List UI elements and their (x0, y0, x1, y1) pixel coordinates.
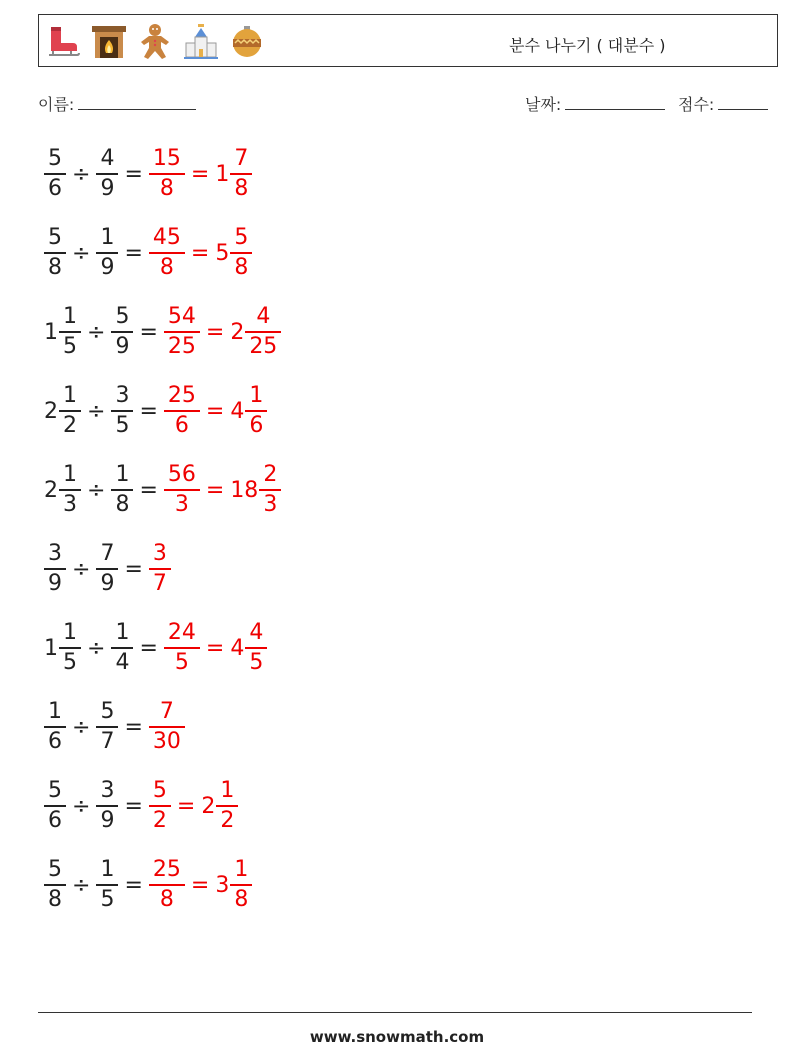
problem-row (44, 853, 252, 917)
mixed-result-denominator: 8 (230, 884, 252, 911)
answer-equals-sign: = (190, 161, 210, 187)
mixed-result-numerator: 1 (220, 778, 235, 803)
divide-sign: ÷ (87, 635, 106, 661)
name-line[interactable] (78, 94, 196, 110)
problem-row (44, 616, 267, 680)
dividend-frac (46, 148, 64, 200)
mixed-result-whole: 18 (230, 477, 259, 503)
dividend-numerator: 5 (48, 778, 62, 803)
worksheet-title: 분수 나누기 ( 대분수 ) (509, 36, 666, 55)
result-numerator: 56 (167, 462, 196, 487)
result-fraction (164, 385, 200, 437)
mixed-result-whole: 5 (215, 240, 230, 266)
name-label: 이름: (38, 95, 75, 114)
dividend-numerator: 5 (48, 146, 62, 171)
name-field (38, 92, 196, 115)
divisor-denominator: 9 (111, 331, 133, 358)
result-fraction (149, 780, 171, 832)
divisor-fraction (111, 464, 133, 516)
dividend-denominator: 6 (44, 805, 66, 832)
mixed-result-whole: 4 (230, 398, 245, 424)
divisor-numerator: 5 (100, 699, 115, 724)
dividend-whole: 2 (44, 477, 58, 503)
divisor-frac (98, 148, 116, 200)
footer-url: www.snowmath.com (309, 1028, 485, 1046)
divide-sign: ÷ (72, 556, 91, 582)
dividend-whole: 2 (44, 398, 58, 424)
result-frac (166, 306, 198, 358)
mixed-result-numerator: 7 (234, 146, 249, 171)
date-label: 날짜: (525, 95, 562, 114)
divisor-frac (98, 701, 116, 753)
divide-sign: ÷ (72, 872, 91, 898)
dividend-numerator: 3 (48, 541, 62, 566)
result-fraction (149, 859, 185, 911)
divisor-denominator: 8 (111, 489, 133, 516)
equals-sign: = (124, 240, 143, 266)
answer (149, 780, 238, 832)
mixed-result-numerator: 5 (234, 225, 249, 250)
dividend-fraction (44, 780, 66, 832)
result-numerator: 5 (152, 778, 167, 803)
divide-sign: ÷ (87, 477, 106, 503)
dividend-denominator: 9 (44, 568, 66, 595)
divide-sign: ÷ (72, 714, 91, 740)
dividend-denominator: 5 (59, 647, 81, 674)
divisor-fraction (96, 859, 118, 911)
divide-sign: ÷ (72, 793, 91, 819)
ice-skate-icon (43, 21, 83, 61)
result-fraction (149, 543, 171, 595)
divisor-fraction (111, 622, 133, 674)
problem-row (44, 537, 171, 601)
divisor-numerator: 4 (100, 146, 115, 171)
result-frac (151, 227, 183, 279)
dividend-fraction (44, 701, 66, 753)
result-frac (151, 859, 183, 911)
divisor-numerator: 1 (115, 462, 130, 487)
equals-sign: = (139, 635, 158, 661)
answer-equals-sign: = (205, 635, 225, 661)
divisor-fraction (96, 227, 118, 279)
result-fraction (164, 306, 200, 358)
answer (164, 464, 281, 516)
result-frac (166, 464, 198, 516)
mixed-result-whole: 2 (230, 319, 245, 345)
mixed-result-frac (232, 148, 250, 200)
divisor-fraction (96, 701, 118, 753)
answer-equals-sign: = (190, 240, 210, 266)
mixed-result-frac (232, 859, 250, 911)
dividend-whole: 1 (44, 635, 58, 661)
answer (164, 622, 267, 674)
result-denominator: 2 (149, 805, 171, 832)
mixed-result-frac (247, 385, 265, 437)
mixed-result-numerator: 1 (234, 857, 249, 882)
result-denominator: 5 (164, 647, 200, 674)
mixed-result-denominator: 6 (245, 410, 267, 437)
divisor-numerator: 1 (100, 857, 115, 882)
mixed-result-frac (261, 464, 279, 516)
mixed-result-fraction (215, 227, 252, 279)
dividend-denominator: 8 (44, 252, 66, 279)
result-numerator: 25 (152, 857, 181, 882)
mixed-result-frac (232, 227, 250, 279)
mixed-result-numerator: 4 (256, 304, 271, 329)
divisor-fraction (96, 780, 118, 832)
dividend-fraction (44, 385, 81, 437)
mixed-result-fraction (215, 859, 252, 911)
dividend-numerator: 1 (63, 304, 77, 329)
problem-row (44, 300, 281, 364)
dividend-denominator: 3 (59, 489, 81, 516)
dividend-frac (46, 780, 64, 832)
divisor-frac (98, 859, 116, 911)
dividend-frac (46, 227, 64, 279)
result-denominator: 8 (149, 252, 185, 279)
header-icons (43, 21, 267, 61)
divide-sign: ÷ (87, 398, 106, 424)
answer-equals-sign: = (205, 477, 225, 503)
divisor-denominator: 4 (111, 647, 133, 674)
dividend-denominator: 5 (59, 331, 81, 358)
divisor-denominator: 9 (96, 252, 118, 279)
result-numerator: 25 (167, 383, 196, 408)
result-frac (166, 385, 198, 437)
mixed-result-fraction (230, 622, 267, 674)
divisor-numerator: 5 (115, 304, 130, 329)
divide-sign: ÷ (87, 319, 106, 345)
result-denominator: 25 (164, 331, 200, 358)
divisor-fraction (111, 306, 133, 358)
equals-sign: = (139, 319, 158, 345)
footer-divider (38, 1012, 752, 1013)
divisor-denominator: 9 (96, 805, 118, 832)
score-field (678, 92, 768, 115)
answer-equals-sign: = (205, 398, 225, 424)
divide-sign: ÷ (72, 240, 91, 266)
dividend-frac (46, 543, 64, 595)
answer-equals-sign: = (176, 793, 196, 819)
dividend-whole: 1 (44, 319, 58, 345)
mixed-result-numerator: 1 (249, 383, 264, 408)
mixed-result-denominator: 5 (245, 647, 267, 674)
dividend-frac (61, 464, 79, 516)
equals-sign: = (139, 398, 158, 424)
mixed-result-frac (247, 622, 265, 674)
dividend-frac (61, 622, 79, 674)
result-numerator: 45 (152, 225, 181, 250)
dividend-fraction (44, 148, 66, 200)
score-label: 점수: (678, 95, 715, 114)
divisor-frac (113, 622, 131, 674)
answer-equals-sign: = (205, 319, 225, 345)
dividend-frac (46, 859, 64, 911)
mixed-result-denominator: 3 (259, 489, 281, 516)
dividend-numerator: 1 (63, 383, 77, 408)
answer (164, 385, 267, 437)
divisor-numerator: 3 (115, 383, 130, 408)
ornament-ball-icon (227, 21, 267, 61)
mixed-result-denominator: 25 (245, 331, 281, 358)
mixed-result-whole: 1 (215, 161, 230, 187)
dividend-denominator: 8 (44, 884, 66, 911)
result-denominator: 7 (149, 568, 171, 595)
equals-sign: = (124, 161, 143, 187)
answer (149, 227, 252, 279)
equals-sign: = (124, 714, 143, 740)
mixed-result-numerator: 4 (249, 620, 264, 645)
answer (149, 543, 171, 595)
problem-row (44, 695, 185, 759)
dividend-frac (46, 701, 64, 753)
divisor-frac (113, 385, 131, 437)
dividend-fraction (44, 306, 81, 358)
dividend-denominator: 2 (59, 410, 81, 437)
divisor-frac (98, 543, 116, 595)
result-frac (166, 622, 198, 674)
mixed-result-fraction (215, 148, 252, 200)
dividend-frac (61, 306, 79, 358)
fireplace-icon (89, 21, 129, 61)
answer (164, 306, 281, 358)
mixed-result-whole: 3 (215, 872, 230, 898)
result-fraction (164, 464, 200, 516)
dividend-fraction (44, 227, 66, 279)
result-fraction (149, 701, 185, 753)
result-fraction (164, 622, 200, 674)
divisor-frac (113, 306, 131, 358)
result-denominator: 8 (149, 884, 185, 911)
problem-row (44, 774, 238, 838)
dividend-fraction (44, 859, 66, 911)
divisor-numerator: 1 (115, 620, 130, 645)
mixed-result-fraction (230, 464, 281, 516)
mixed-result-denominator: 8 (230, 173, 252, 200)
dividend-numerator: 1 (48, 699, 62, 724)
problem-row (44, 379, 267, 443)
date-line[interactable] (565, 94, 665, 110)
result-fraction (149, 227, 185, 279)
dividend-numerator: 1 (63, 620, 77, 645)
divisor-denominator: 5 (111, 410, 133, 437)
mixed-result-denominator: 8 (230, 252, 252, 279)
date-field (525, 92, 665, 115)
divisor-denominator: 5 (96, 884, 118, 911)
divisor-numerator: 3 (100, 778, 115, 803)
equals-sign: = (139, 477, 158, 503)
gingerbread-man-icon (135, 21, 175, 61)
answer (149, 148, 252, 200)
dividend-numerator: 5 (48, 857, 62, 882)
result-frac (151, 543, 169, 595)
divisor-frac (98, 227, 116, 279)
result-denominator: 3 (164, 489, 200, 516)
result-numerator: 7 (159, 699, 174, 724)
result-numerator: 3 (152, 541, 167, 566)
result-frac (151, 701, 183, 753)
equals-sign: = (124, 872, 143, 898)
divisor-denominator: 9 (96, 173, 118, 200)
church-icon (181, 21, 221, 61)
mixed-result-numerator: 2 (263, 462, 278, 487)
mixed-result-fraction (230, 385, 267, 437)
result-denominator: 6 (164, 410, 200, 437)
result-numerator: 24 (167, 620, 196, 645)
divide-sign: ÷ (72, 161, 91, 187)
answer-equals-sign: = (190, 872, 210, 898)
dividend-frac (61, 385, 79, 437)
mixed-result-whole: 4 (230, 635, 245, 661)
divisor-numerator: 7 (100, 541, 115, 566)
dividend-numerator: 1 (63, 462, 77, 487)
mixed-result-fraction (201, 780, 238, 832)
divisor-denominator: 9 (96, 568, 118, 595)
dividend-fraction (44, 543, 66, 595)
result-fraction (149, 148, 185, 200)
problem-row (44, 142, 252, 206)
dividend-fraction (44, 464, 81, 516)
dividend-denominator: 6 (44, 726, 66, 753)
problem-row (44, 458, 281, 522)
divisor-fraction (96, 148, 118, 200)
mixed-result-frac (247, 306, 279, 358)
result-numerator: 15 (152, 146, 181, 171)
dividend-numerator: 5 (48, 225, 62, 250)
answer (149, 701, 185, 753)
result-denominator: 8 (149, 173, 185, 200)
mixed-result-frac (218, 780, 236, 832)
divisor-numerator: 1 (100, 225, 115, 250)
score-line[interactable] (718, 94, 768, 110)
equals-sign: = (124, 793, 143, 819)
divisor-fraction (96, 543, 118, 595)
divisor-denominator: 7 (96, 726, 118, 753)
equals-sign: = (124, 556, 143, 582)
mixed-result-denominator: 2 (216, 805, 238, 832)
divisor-frac (113, 464, 131, 516)
result-denominator: 30 (149, 726, 185, 753)
divisor-frac (98, 780, 116, 832)
dividend-fraction (44, 622, 81, 674)
answer (149, 859, 252, 911)
problem-row (44, 221, 252, 285)
mixed-result-whole: 2 (201, 793, 216, 819)
divisor-fraction (111, 385, 133, 437)
mixed-result-fraction (230, 306, 281, 358)
header-box (38, 14, 778, 67)
dividend-denominator: 6 (44, 173, 66, 200)
result-numerator: 54 (167, 304, 196, 329)
result-frac (151, 780, 169, 832)
result-frac (151, 148, 183, 200)
